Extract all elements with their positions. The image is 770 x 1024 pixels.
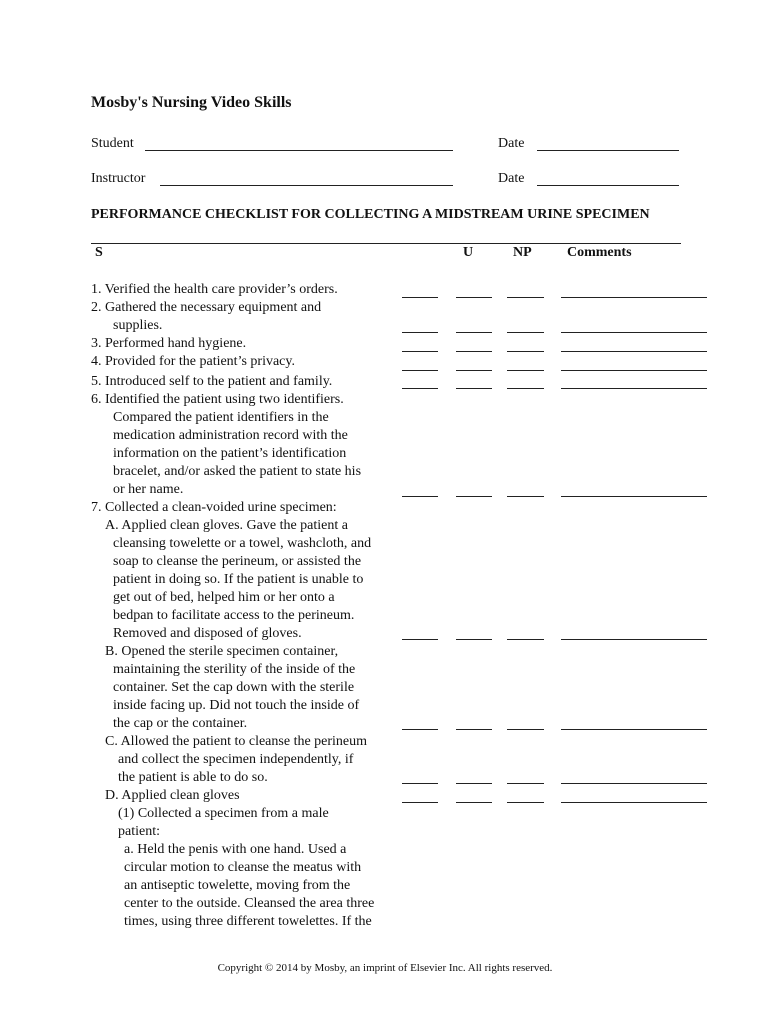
comments-blank[interactable] — [561, 351, 707, 352]
np-blank[interactable] — [507, 802, 544, 803]
step-line: medication administration record with the — [113, 428, 348, 443]
step-line: D. Applied clean gloves — [105, 788, 240, 803]
date-field-2[interactable] — [537, 185, 679, 186]
step-line: 7. Collected a clean-voided urine specimen: — [91, 500, 337, 515]
col-header-s: S — [95, 245, 103, 260]
comments-blank[interactable] — [561, 802, 707, 803]
step-line: Compared the patient identifiers in the — [113, 410, 329, 425]
u-blank[interactable] — [456, 496, 492, 497]
student-label: Student — [91, 136, 134, 151]
comments-blank[interactable] — [561, 729, 707, 730]
s-blank[interactable] — [402, 496, 438, 497]
comments-blank[interactable] — [561, 388, 707, 389]
u-blank[interactable] — [456, 351, 492, 352]
step-line: inside facing up. Did not touch the inside of — [113, 698, 360, 713]
step-line: C. Allowed the patient to cleanse the perineum — [105, 734, 368, 749]
step-line: maintaining the sterility of the inside of the — [113, 662, 356, 677]
date-label-2: Date — [498, 171, 525, 186]
step-line: patient: — [118, 824, 160, 839]
np-blank[interactable] — [507, 496, 544, 497]
u-blank[interactable] — [456, 332, 492, 333]
step-line: a. Held the penis with one hand. Used a — [124, 842, 347, 857]
copyright-footer: Copyright © 2014 by Mosby, an imprint of Elsevier Inc. All rights reserved. — [217, 962, 553, 974]
step-line: center to the outside. Cleansed the area three — [124, 896, 375, 911]
np-blank[interactable] — [507, 388, 544, 389]
s-blank[interactable] — [402, 729, 438, 730]
col-header-np: NP — [513, 245, 532, 260]
step-line: 1. Verified the health care provider’s orders. — [91, 282, 338, 297]
s-blank[interactable] — [402, 332, 438, 333]
instructor-label: Instructor — [91, 171, 146, 186]
step-line: Removed and disposed of gloves. — [113, 626, 302, 641]
np-blank[interactable] — [507, 639, 544, 640]
step-line: soap to cleanse the perineum, or assisted the — [113, 554, 362, 569]
u-blank[interactable] — [456, 802, 492, 803]
step-line: supplies. — [113, 318, 163, 333]
step-line: times, using three different towelettes. If the — [124, 914, 372, 929]
u-blank[interactable] — [456, 370, 492, 371]
np-blank[interactable] — [507, 783, 544, 784]
step-line: patient in doing so. If the patient is unable to — [113, 572, 364, 587]
step-line: get out of bed, helped him or her onto a — [113, 590, 335, 605]
section-rule — [91, 243, 681, 244]
np-blank[interactable] — [507, 297, 544, 298]
step-line: 3. Performed hand hygiene. — [91, 336, 247, 351]
document-title: Mosby's Nursing Video Skills — [91, 94, 292, 111]
step-line: 2. Gathered the necessary equipment and — [91, 300, 322, 315]
date-label-1: Date — [498, 136, 525, 151]
u-blank[interactable] — [456, 297, 492, 298]
u-blank[interactable] — [456, 783, 492, 784]
comments-blank[interactable] — [561, 639, 707, 640]
date-field-1[interactable] — [537, 150, 679, 151]
comments-blank[interactable] — [561, 783, 707, 784]
comments-blank[interactable] — [561, 297, 707, 298]
s-blank[interactable] — [402, 639, 438, 640]
comments-blank[interactable] — [561, 496, 707, 497]
student-field[interactable] — [145, 150, 453, 151]
step-line: the cap or the container. — [113, 716, 248, 731]
step-line: cleansing towelette or a towel, washcloth, and — [113, 536, 372, 551]
step-line: (1) Collected a specimen from a male — [118, 806, 329, 821]
u-blank[interactable] — [456, 729, 492, 730]
step-line: bracelet, and/or asked the patient to state his — [113, 464, 362, 479]
np-blank[interactable] — [507, 351, 544, 352]
step-line: 5. Introduced self to the patient and family. — [91, 374, 333, 389]
s-blank[interactable] — [402, 802, 438, 803]
np-blank[interactable] — [507, 729, 544, 730]
instructor-field[interactable] — [160, 185, 453, 186]
col-header-comments: Comments — [567, 245, 632, 260]
np-blank[interactable] — [507, 370, 544, 371]
comments-blank[interactable] — [561, 332, 707, 333]
step-line: B. Opened the sterile specimen container, — [105, 644, 339, 659]
s-blank[interactable] — [402, 297, 438, 298]
col-header-u: U — [463, 245, 474, 260]
s-blank[interactable] — [402, 783, 438, 784]
step-line: or her name. — [113, 482, 184, 497]
step-line: bedpan to facilitate access to the perineum. — [113, 608, 355, 623]
s-blank[interactable] — [402, 351, 438, 352]
step-line: A. Applied clean gloves. Gave the patient a — [105, 518, 348, 533]
comments-blank[interactable] — [561, 370, 707, 371]
step-line: information on the patient’s identification — [113, 446, 347, 461]
section-title: PERFORMANCE CHECKLIST FOR COLLECTING A MIDSTREAM URINE SPECIMEN — [91, 207, 650, 222]
u-blank[interactable] — [456, 639, 492, 640]
np-blank[interactable] — [507, 332, 544, 333]
step-line: circular motion to cleanse the meatus with — [124, 860, 362, 875]
u-blank[interactable] — [456, 388, 492, 389]
s-blank[interactable] — [402, 370, 438, 371]
step-line: and collect the specimen independently, if — [118, 752, 354, 767]
step-line: container. Set the cap down with the sterile — [113, 680, 355, 695]
step-line: an antiseptic towelette, moving from the — [124, 878, 351, 893]
step-line: the patient is able to do so. — [118, 770, 268, 785]
s-blank[interactable] — [402, 388, 438, 389]
step-line: 4. Provided for the patient’s privacy. — [91, 354, 295, 369]
step-line: 6. Identified the patient using two identifiers. — [91, 392, 344, 407]
